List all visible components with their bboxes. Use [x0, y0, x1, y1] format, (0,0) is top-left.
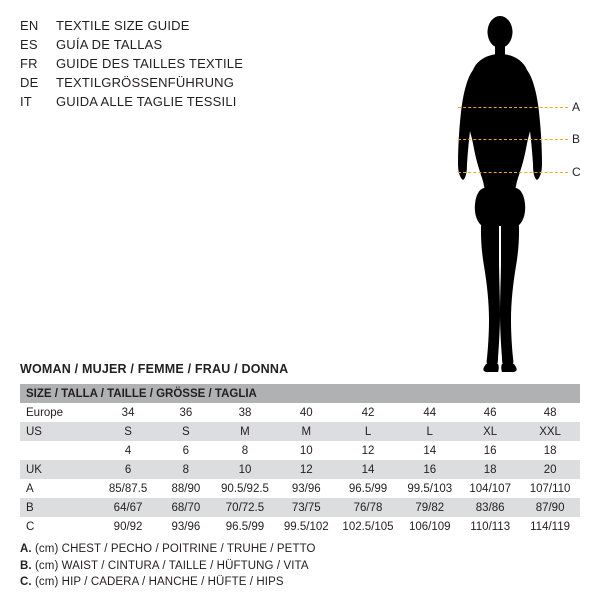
body-figure	[400, 8, 600, 378]
language-row	[20, 35, 420, 54]
size-table	[20, 384, 580, 536]
row-label: US	[20, 422, 99, 441]
note-row	[20, 541, 580, 558]
row-label	[20, 441, 99, 460]
gender-title: WOMAN / MUJER / FEMME / FRAU / DONNA	[20, 362, 289, 376]
table-row	[20, 479, 580, 498]
note-key: A.	[20, 543, 32, 555]
row-value: 36	[158, 403, 214, 422]
row-value: 4	[99, 441, 158, 460]
table-row	[20, 403, 580, 422]
row-value: 96.5/99	[214, 517, 276, 536]
row-value: 99.5/103	[399, 479, 460, 498]
row-value: 18	[520, 441, 580, 460]
row-value: 76/78	[337, 498, 400, 517]
language-text: TEXTILGRÖSSENFÜHRUNG	[56, 75, 235, 90]
row-value: 70/72.5	[214, 498, 276, 517]
language-code: IT	[20, 94, 32, 109]
row-label: C	[20, 517, 99, 536]
row-value: L	[337, 422, 400, 441]
table-row	[20, 498, 580, 517]
row-value: 87/90	[520, 498, 580, 517]
row-value: XL	[460, 422, 520, 441]
language-list	[20, 16, 420, 111]
note-row	[20, 558, 580, 575]
row-value: 6	[158, 441, 214, 460]
measure-label-b: B	[572, 132, 581, 146]
row-value: 6	[99, 460, 158, 479]
table-row	[20, 422, 580, 441]
row-value: 79/82	[399, 498, 460, 517]
row-value: 48	[520, 403, 580, 422]
row-value: 85/87.5	[99, 479, 158, 498]
language-text: GUIDA ALLE TAGLIE TESSILI	[56, 94, 237, 109]
note-row	[20, 574, 580, 591]
row-value: 96.5/99	[337, 479, 400, 498]
row-value: 42	[337, 403, 400, 422]
row-value: XXL	[520, 422, 580, 441]
measure-line-b	[458, 139, 568, 140]
row-value: 16	[399, 460, 460, 479]
row-value: 12	[276, 460, 337, 479]
row-value: 14	[399, 441, 460, 460]
language-text: GUÍA DE TALLAS	[56, 37, 163, 52]
row-label: Europe	[20, 403, 99, 422]
row-value: 14	[337, 460, 400, 479]
row-value: 102.5/105	[337, 517, 400, 536]
row-value: 88/90	[158, 479, 214, 498]
size-table-wrapper	[20, 384, 580, 536]
row-value: 114/119	[520, 517, 580, 536]
row-value: 38	[214, 403, 276, 422]
row-value: 10	[214, 460, 276, 479]
row-value: 18	[460, 460, 520, 479]
row-value: 44	[399, 403, 460, 422]
row-value: 34	[99, 403, 158, 422]
row-value: 104/107	[460, 479, 520, 498]
row-value: 68/70	[158, 498, 214, 517]
row-value: 90/92	[99, 517, 158, 536]
language-text: GUIDE DES TAILLES TEXTILE	[56, 56, 244, 71]
note-key: B.	[20, 559, 32, 572]
row-value: M	[276, 422, 337, 441]
note-key: C.	[20, 576, 32, 588]
row-value: 8	[158, 460, 214, 479]
table-row	[20, 460, 580, 479]
measure-label-c: C	[572, 165, 581, 179]
note-text: (cm) WAIST / CINTURA / TAILLE / HÜFTUNG / VITA	[35, 559, 309, 572]
row-value: S	[158, 422, 214, 441]
measurement-notes	[20, 541, 580, 591]
row-value: 106/109	[399, 517, 460, 536]
language-row	[20, 54, 420, 73]
row-value: L	[399, 422, 460, 441]
row-label: A	[20, 479, 99, 498]
row-value: 107/110	[520, 479, 580, 498]
row-label: UK	[20, 460, 99, 479]
row-value: 16	[460, 441, 520, 460]
row-value: 10	[276, 441, 337, 460]
row-value: 64/67	[99, 498, 158, 517]
row-value: 8	[214, 441, 276, 460]
language-text: TEXTILE SIZE GUIDE	[56, 18, 190, 33]
female-silhouette-icon	[430, 8, 570, 378]
language-row	[20, 92, 420, 111]
row-value: 99.5/102	[276, 517, 337, 536]
row-value: 83/86	[460, 498, 520, 517]
measure-line-a	[458, 107, 568, 108]
note-text: (cm) CHEST / PECHO / POITRINE / TRUHE / PETTO	[35, 543, 316, 555]
table-header-row	[20, 384, 580, 403]
measure-line-c	[458, 172, 568, 173]
note-text: (cm) HIP / CADERA / HANCHE / HÜFTE / HIPS	[35, 576, 284, 588]
measure-label-a: A	[572, 100, 581, 114]
table-row	[20, 517, 580, 536]
row-value: 73/75	[276, 498, 337, 517]
table-row	[20, 441, 580, 460]
row-value: 12	[337, 441, 400, 460]
row-value: 93/96	[276, 479, 337, 498]
language-code: ES	[20, 37, 38, 52]
row-value: 46	[460, 403, 520, 422]
row-value: S	[99, 422, 158, 441]
row-value: 20	[520, 460, 580, 479]
language-code: FR	[20, 56, 38, 71]
language-code: DE	[20, 75, 39, 90]
row-value: 40	[276, 403, 337, 422]
table-header-label: SIZE / TALLA / TAILLE / GRÖSSE / TAGLIA	[20, 384, 580, 403]
language-code: EN	[20, 18, 39, 33]
language-row	[20, 73, 420, 92]
row-value: 90.5/92.5	[214, 479, 276, 498]
row-value: M	[214, 422, 276, 441]
row-label: B	[20, 498, 99, 517]
language-row	[20, 16, 420, 35]
row-value: 110/113	[460, 517, 520, 536]
row-value: 93/96	[158, 517, 214, 536]
